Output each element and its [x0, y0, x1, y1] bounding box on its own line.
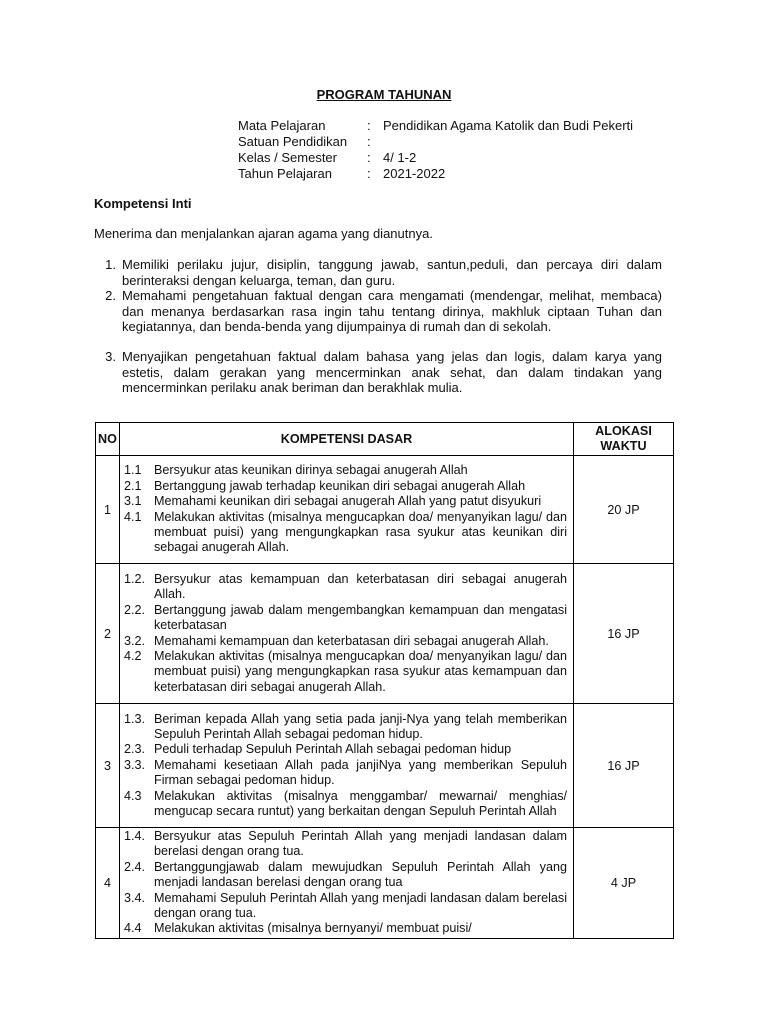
kd-text: Bertanggung jawab terhadap keunikan diri sebagai anugerah Allah [154, 478, 526, 493]
kd-item [124, 603, 567, 634]
header-no: NO [96, 423, 120, 456]
alokasi-waktu: 20 JP [574, 456, 674, 564]
kd-code: 4.2 [124, 648, 142, 663]
info-colon: : [367, 118, 371, 133]
kd-code: 4.4 [124, 921, 142, 936]
kd-text: Bersyukur atas keunikan dirinya sebagai anugerah Allah [154, 463, 468, 478]
row-number: 3 [96, 704, 120, 828]
kd-code: 3.4. [124, 890, 146, 905]
kd-code: 1.4. [124, 829, 146, 843]
table-row [96, 828, 674, 939]
row-number: 4 [96, 828, 120, 939]
kd-cell [120, 828, 574, 939]
kd-item [124, 742, 567, 757]
header-alokasi-waktu: ALOKASI WAKTU [574, 423, 674, 456]
kompetensi-dasar-table [95, 422, 674, 939]
kd-text: Bersyukur atas Sepuluh Perintah Allah yang menjadi landasan dalam berelasi dengan orang tua. [154, 829, 567, 859]
kd-cell [120, 456, 574, 564]
info-value: Pendidikan Agama Katolik dan Budi Pekerti [383, 118, 634, 133]
info-value: 4/ 1-2 [383, 150, 417, 165]
kd-item [124, 479, 567, 494]
kompetensi-inti-heading: Kompetensi Inti [94, 196, 192, 211]
kd-text: Melakukan aktivitas (misalnya mengucapkan doa/ menyanyikan lagu/ dan membuat puisi) yang mengungkapkan rasa syukur atas kemampuan dan keterbatasan diri sebagai anugerah Allah. [154, 648, 567, 694]
kd-text: Melakukan aktivitas (misalnya bernyanyi/ membuat puisi/ [154, 921, 472, 936]
kd-text: Bersyukur atas kemampuan dan keterbatasan diri sebagai anugerah Allah. [154, 571, 567, 602]
kd-code: 4.3 [124, 788, 142, 803]
kd-item [124, 891, 567, 922]
kd-text: Memahami kemampuan dan keterbatasan diri sebagai anugerah Allah. [154, 633, 549, 648]
kd-cell [120, 564, 574, 704]
info-key: Satuan Pendidikan [238, 134, 348, 149]
ki-item-text: Memahami pengetahuan faktual dengan cara mengamati (mendengar, melihat, membaca) dan menanya berdasarkan rasa ingin tahu tentang dirinya, makhluk ciptaan Tuhan dan kegiatannya, dan benda-benda yang dijumpainya di rumah dan di sekolah. [122, 288, 662, 334]
ki-item-1 [94, 257, 662, 288]
ki-item-text: Menyajikan pengetahuan faktual dalam bahasa yang jelas dan logis, dalam karya yang estetis, dalam gerakan yang mencerminkan anak sehat, dan dalam tindakan yang mencerminkan perilaku anak beriman dan berakhlak mulia. [122, 349, 662, 395]
kd-code: 2.4. [124, 859, 146, 874]
document-title [0, 87, 768, 102]
kd-cell [120, 704, 574, 828]
kd-code: 2.3. [124, 742, 146, 757]
info-key: Mata Pelajaran [238, 118, 326, 133]
kd-item [124, 860, 567, 891]
info-colon: : [367, 134, 371, 149]
document-title-text: PROGRAM TAHUNAN [316, 87, 452, 102]
kd-item [124, 789, 567, 820]
info-value: 2021-2022 [383, 166, 446, 181]
table-row [96, 704, 674, 828]
header-kompetensi-dasar: KOMPETENSI DASAR [120, 423, 574, 456]
alokasi-waktu: 16 JP [574, 564, 674, 704]
kompetensi-inti-intro: Menerima dan menjalankan ajaran agama yang dianutnya. [94, 226, 433, 241]
kd-text: Peduli terhadap Sepuluh Perintah Allah sebagai pedoman hidup [154, 742, 512, 757]
kd-text: Memahami keunikan diri sebagai anugerah Allah yang patut disyukuri [154, 494, 542, 509]
row-number: 2 [96, 564, 120, 704]
kd-text: Memahami Sepuluh Perintah Allah yang menjadi landasan dalam berelasi dengan orang tua. [154, 890, 567, 921]
kd-text: Melakukan aktivitas (misalnya menggambar/ mewarnai/ menghias/ mengucap secara runtut) yang berkaitan dengan Sepuluh Perintah Allah [154, 788, 567, 819]
info-colon: : [367, 150, 371, 165]
ki-item-3 [94, 349, 662, 396]
ki-item-number: 3. [105, 349, 116, 364]
alokasi-waktu: 4 JP [574, 828, 674, 939]
info-key: Kelas / Semester [238, 150, 337, 165]
ki-item-text: Memiliki perilaku jujur, disiplin, tanggung jawab, santun,peduli, dan percaya diri dalam berinteraksi dengan keluarga, teman, dan guru. [122, 257, 662, 288]
kd-code: 3.1 [124, 494, 142, 509]
kd-code: 1.2. [124, 571, 146, 586]
table-header-row [96, 423, 674, 456]
ki-item-number: 1. [105, 257, 116, 272]
kd-item [124, 758, 567, 789]
kd-item [124, 634, 567, 649]
kd-text: Memahami kesetiaan Allah pada janjiNya yang memberikan Sepuluh Firman sebagai pedoman hidup. [154, 757, 567, 788]
row-number: 1 [96, 456, 120, 564]
kd-item [124, 649, 567, 695]
kd-code: 1.3. [124, 711, 146, 726]
kd-text: Melakukan aktivitas (misalnya mengucapkan doa/ menyanyikan lagu/ dan membuat puisi) yang mengungkapkan rasa syukur atas keunikan diri sebagai anugerah Allah. [154, 509, 567, 555]
ki-item-number: 2. [105, 288, 116, 303]
kd-text: Beriman kepada Allah yang setia pada janji-Nya yang telah memberikan Sepuluh Perintah Allah sebagai pedoman hidup. [154, 711, 567, 741]
kd-text: Bertanggung jawab dalam mengembangkan kemampuan dan mengatasi keterbatasan [154, 602, 567, 633]
kd-item [124, 494, 567, 509]
kd-item [124, 712, 567, 743]
kd-item [124, 921, 567, 936]
info-key: Tahun Pelajaran [238, 166, 332, 181]
kd-item [124, 572, 567, 603]
kd-code: 2.2. [124, 602, 146, 617]
kd-code: 1.1 [124, 463, 142, 478]
info-colon: : [367, 166, 371, 181]
kd-code: 3.2. [124, 633, 146, 648]
ki-item-2 [94, 288, 662, 335]
table-row [96, 456, 674, 564]
kd-item [124, 463, 567, 478]
kd-text: Bertanggungjawab dalam mewujudkan Sepuluh Perintah Allah yang menjadi landasan berelasi dengan orang tua [154, 859, 567, 890]
kd-code: 2.1 [124, 478, 142, 493]
kd-item [124, 510, 567, 556]
kd-code: 4.1 [124, 509, 142, 524]
alokasi-waktu: 16 JP [574, 704, 674, 828]
table-row [96, 564, 674, 704]
kd-item [124, 829, 567, 860]
kd-code: 3.3. [124, 757, 146, 772]
